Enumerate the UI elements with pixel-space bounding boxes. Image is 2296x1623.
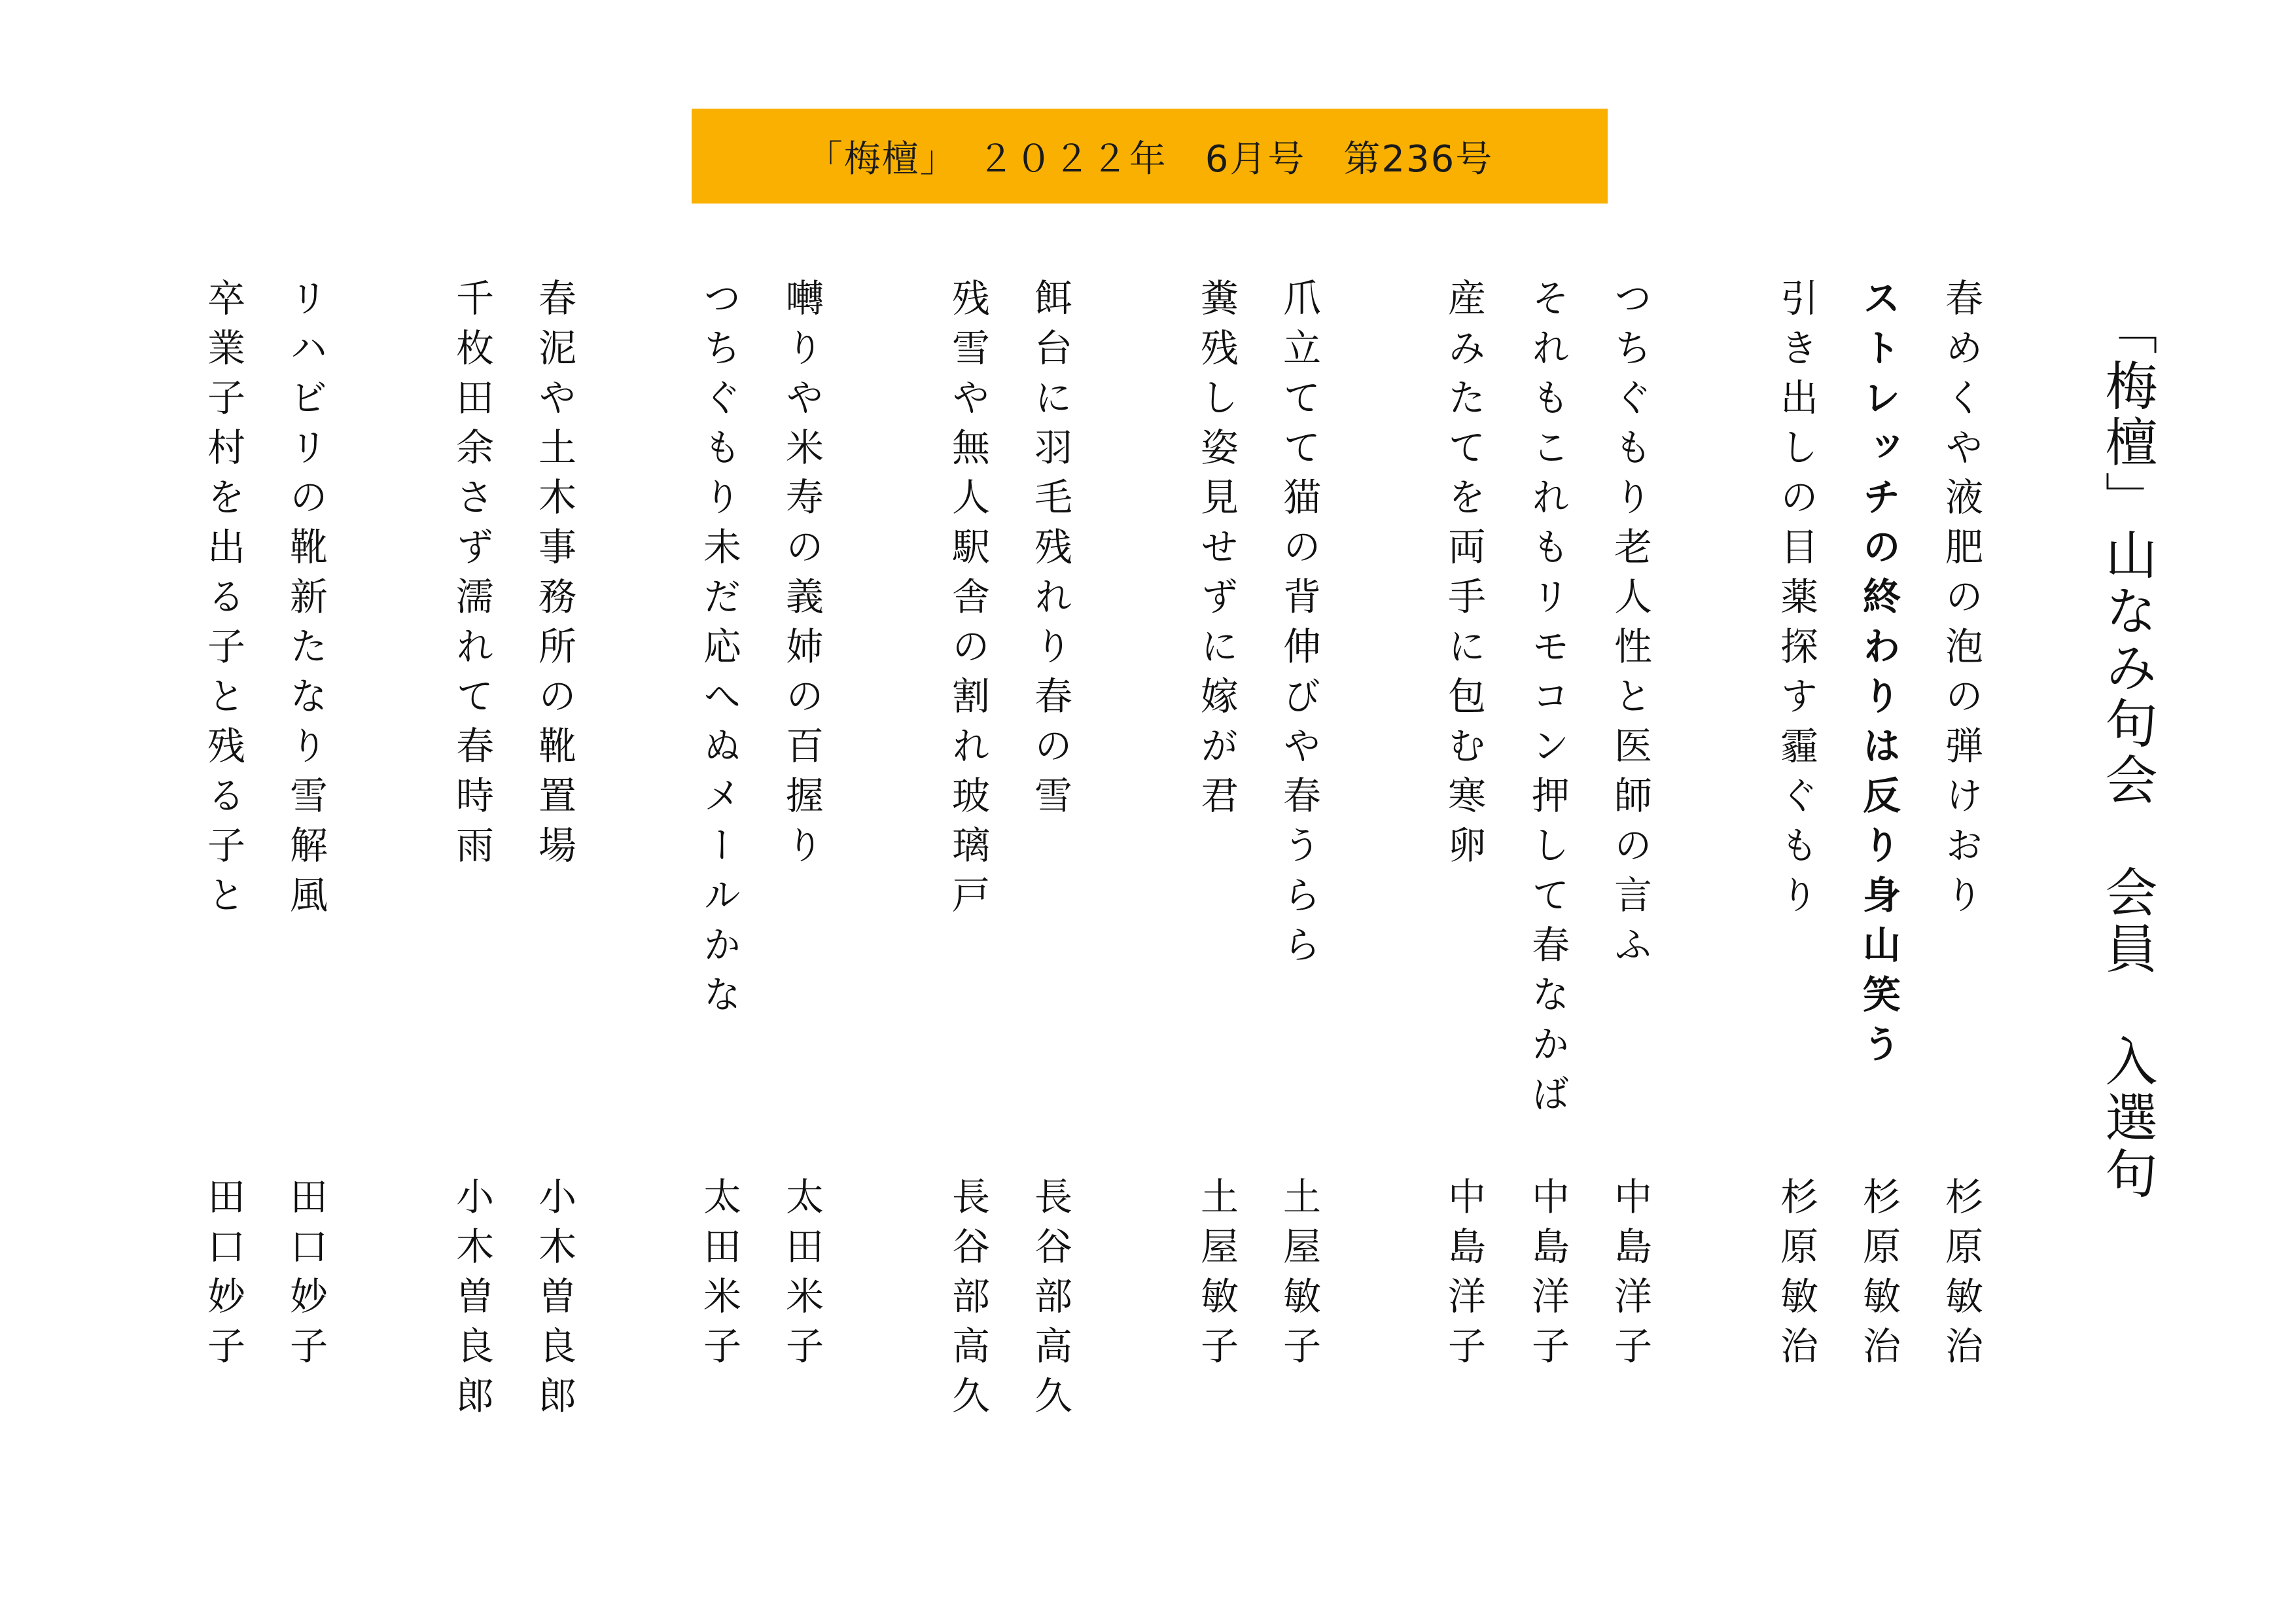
haiku-author: 杉原敏治 [1939,1177,1983,1376]
haiku-verse: リハビリの靴新たなり雪解風 [283,278,328,925]
issue-banner [692,109,1608,204]
haiku-author: 小木曽良郎 [450,1177,494,1425]
haiku-verse: 春泥や土木事務所の靴置場 [532,278,576,875]
haiku-author: 中島洋子 [1608,1177,1652,1376]
haiku-author: 太田米子 [697,1177,741,1376]
haiku-verse: 卒業子村を出る子と残る子と [201,278,245,925]
haiku-verse: 糞残し姿見せずに嫁が君 [1194,278,1239,825]
page-heading: 「梅檀」山なみ句会 会員 入選句 [2096,302,2157,1203]
haiku-verse: 残雪や無人駅舎の割れ玻璃戸 [945,278,990,925]
haiku-author: 杉原敏治 [1774,1177,1818,1376]
haiku-verse: ストレッチの終わりは反り身山笑う [1856,278,1901,1074]
haiku-author: 土屋敏子 [1277,1177,1321,1376]
haiku-verse: 春めくや液肥の泡の弾けおり [1939,278,1983,925]
haiku-author: 長谷部高久 [1028,1177,1072,1425]
haiku-author: 小木曽良郎 [532,1177,576,1425]
haiku-author: 中島洋子 [1441,1177,1486,1376]
haiku-author: 中島洋子 [1525,1177,1570,1376]
haiku-verse: 囀りや米寿の義姉の百握り [779,278,824,875]
haiku-verse: つちぐもり老人性と医師の言ふ [1608,278,1652,974]
haiku-verse: 引き出しの目薬探す霾ぐもり [1774,278,1818,925]
haiku-verse: 千枚田余さず濡れて春時雨 [450,278,494,875]
haiku-author: 田口妙子 [201,1177,245,1376]
haiku-author: 太田米子 [779,1177,824,1376]
haiku-author: 田口妙子 [283,1177,328,1376]
issue-banner-text: 「梅檀」 ２０２２年 6月号 第236号 [805,137,1494,181]
haiku-verse: 餌台に羽毛残れり春の雪 [1028,278,1072,825]
haiku-verse: 爪立てて猫の背伸びや春うらら [1277,278,1321,974]
haiku-verse: 産みたてを両手に包む寒卵 [1441,278,1486,875]
haiku-verse: つちぐもり未だ応へぬメールかな [697,278,741,1024]
haiku-verse: それもこれもリモコン押して春なかば [1525,278,1570,1124]
haiku-author: 杉原敏治 [1856,1177,1901,1376]
haiku-author: 長谷部高久 [945,1177,990,1425]
haiku-author: 土屋敏子 [1194,1177,1239,1376]
